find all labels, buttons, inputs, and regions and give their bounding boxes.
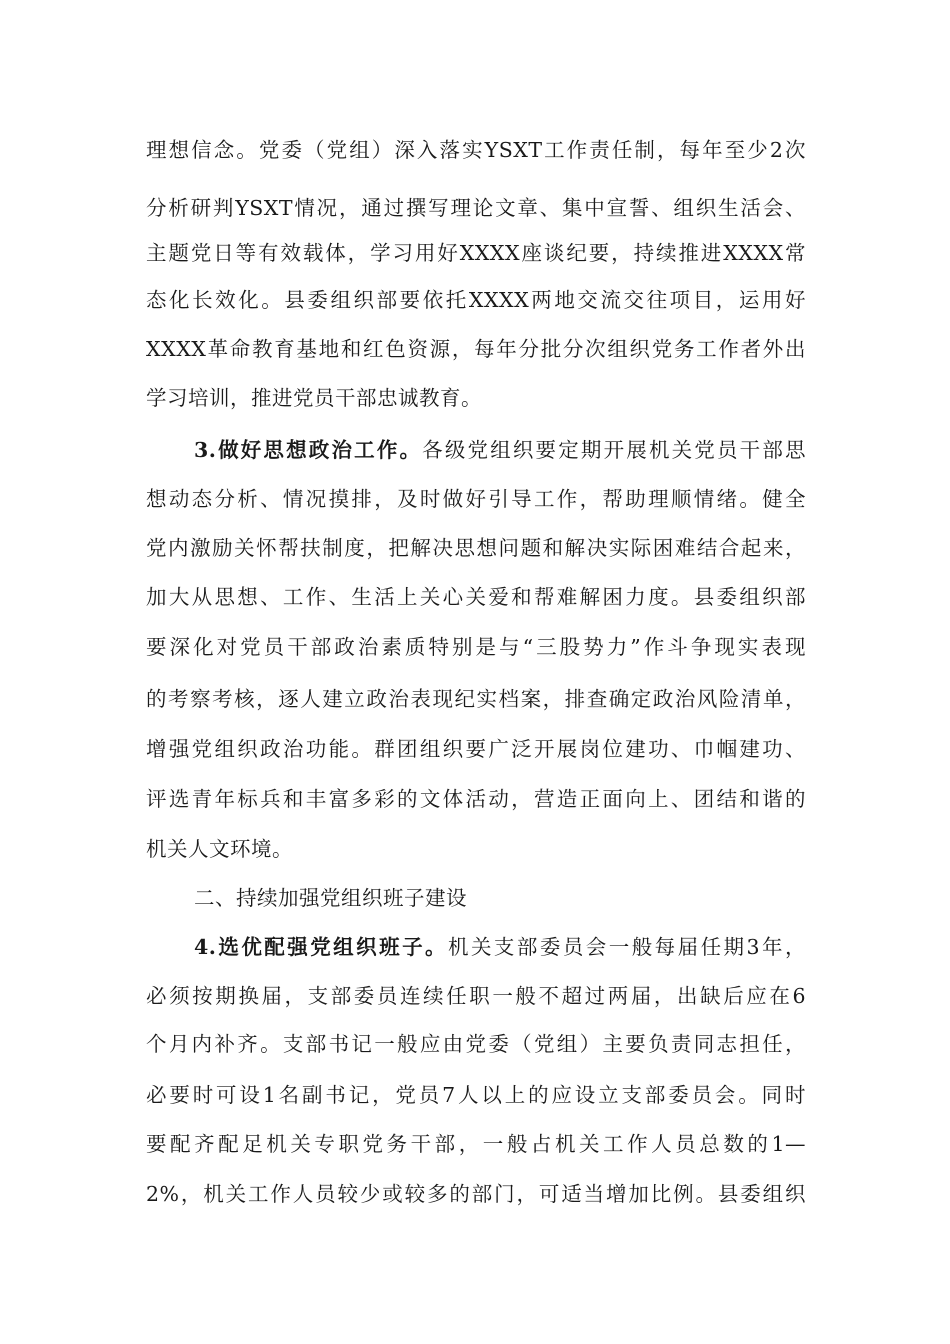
- paragraph-2-line-5: 要深化对党员干部政治素质特别是与“三股势力”作斗争现实表现: [146, 635, 806, 659]
- paragraph-1-line-1: 理想信念。党委（党组）深入落实YSXT工作责任制，每年至少2次: [146, 138, 806, 162]
- paragraph-3-line-3: 个月内补齐。支部书记一般应由党委（党组）主要负责同志担任，: [146, 1032, 806, 1056]
- paragraph-2-line-9: 机关人文环境。: [146, 837, 293, 861]
- paragraph-1-line-2: 分析研判YSXT情况，通过撰写理论文章、集中宣誓、组织生活会、: [146, 196, 806, 220]
- paragraph-2-line-1: [194, 437, 806, 463]
- paragraph-2-heading: 3.做好思想政治工作。: [194, 438, 423, 462]
- paragraph-3-line-2: 必须按期换届，支部委员连续任职一般不超过两届，出缺后应在6: [146, 984, 806, 1008]
- paragraph-2-line-2: 想动态分析、情况摸排，及时做好引导工作，帮助理顺情绪。健全: [146, 487, 806, 511]
- paragraph-2-line-6: 的考察考核，逐人建立政治表现纪实档案，排查确定政治风险清单，: [146, 687, 806, 711]
- paragraph-2-line-4: 加大从思想、工作、生活上关心关爱和帮难解困力度。县委组织部: [146, 585, 806, 609]
- section-heading: 二、持续加强党组织班子建设: [194, 886, 467, 910]
- paragraph-2-first-line-text: 各级党组织要定期开展机关党员干部思: [422, 438, 806, 462]
- paragraph-2-line-8: 评选青年标兵和丰富多彩的文体活动，营造正面向上、团结和谐的: [146, 787, 806, 811]
- paragraph-3-line-5: 要配齐配足机关专职党务干部，一般占机关工作人员总数的1—: [146, 1132, 806, 1156]
- paragraph-3-first-line-text: 机关支部委员会一般每届任期3年，: [448, 935, 806, 959]
- paragraph-1-line-4: 态化长效化。县委组织部要依托XXXX两地交流交往项目，运用好: [146, 288, 806, 312]
- paragraph-2-line-3: 党内激励关怀帮扶制度，把解决思想问题和解决实际困难结合起来，: [146, 536, 806, 560]
- paragraph-3-heading: 4.选优配强党组织班子。: [194, 935, 448, 959]
- paragraph-1-line-3: 主题党日等有效载体，学习用好XXXX座谈纪要，持续推进XXXX常: [146, 241, 806, 265]
- paragraph-3-line-6: 2%，机关工作人员较少或较多的部门，可适当增加比例。县委组织: [146, 1182, 806, 1206]
- paragraph-3-line-1: [194, 934, 806, 960]
- paragraph-1-line-5: XXXX革命教育基地和红色资源，每年分批分次组织党务工作者外出: [146, 337, 806, 361]
- paragraph-2-line-7: 增强党组织政治功能。群团组织要广泛开展岗位建功、巾帼建功、: [146, 737, 806, 761]
- paragraph-3-line-4: 必要时可设1名副书记，党员7人以上的应设立支部委员会。同时: [146, 1083, 806, 1107]
- paragraph-1-line-6: 学习培训，推进党员干部忠诚教育。: [146, 386, 482, 410]
